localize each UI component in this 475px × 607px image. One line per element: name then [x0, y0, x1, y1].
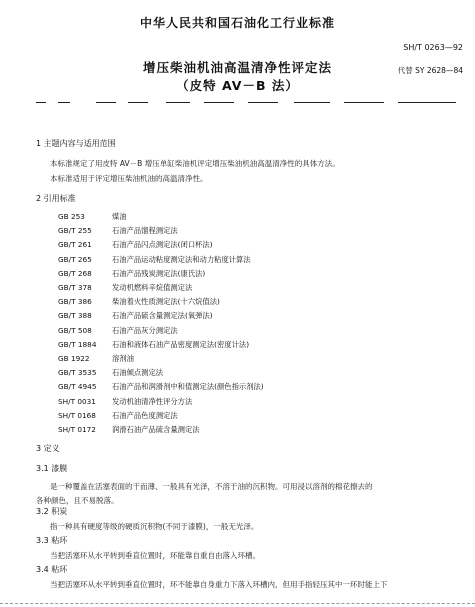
reference-code: GB/T 268 — [58, 268, 92, 278]
reference-code: GB 1922 — [58, 354, 90, 363]
definition-3-2-heading: 3.2 积炭 — [36, 507, 68, 516]
reference-title: 石油产品馏程测定法 — [112, 226, 178, 236]
section-1-heading: 1 主题内容与适用范围 — [36, 139, 116, 148]
title-separator — [36, 102, 456, 106]
definition-3-1-text-2: 各种颜色，且不易脱落。 — [36, 496, 119, 505]
reference-item — [58, 311, 213, 321]
reference-title: 石油产品运动粘度测定法和动力粘度计算法 — [112, 254, 251, 264]
reference-title: 石油产品硫含量测定法(氧弹法) — [112, 311, 213, 321]
reference-code: GB/T 255 — [58, 226, 92, 236]
reference-item — [58, 269, 205, 279]
reference-code: GB/T 388 — [58, 311, 92, 321]
reference-code: GB/T 265 — [58, 254, 92, 264]
definition-3-1-heading: 3.1 漆膜 — [36, 464, 68, 473]
definition-3-4-heading: 3.4 粘环 — [36, 565, 68, 574]
page-bottom-edge — [0, 603, 475, 607]
definition-3-3-text: 当把活塞环从水平转到垂直位置时，环能靠自重自由落入环槽。 — [50, 551, 260, 560]
reference-code: SH/T 0031 — [58, 396, 96, 406]
standard-number: SH/T 0263—92 — [403, 43, 463, 52]
reference-item — [58, 326, 178, 336]
reference-title: 石油产品残炭测定法(康氏法) — [112, 268, 206, 278]
reference-title: 石油和液体石油产品密度测定法(密度计法) — [112, 339, 250, 349]
reference-title: 石油产品灰分测定法 — [112, 325, 178, 335]
reference-item — [58, 297, 220, 307]
reference-title: 石油倾点测定法 — [112, 368, 164, 378]
reference-code: GB/T 1884 — [58, 339, 97, 349]
reference-item — [58, 354, 134, 364]
reference-item — [58, 212, 127, 222]
reference-title: 石油产品和润滑剂中和值测定法(颜色指示剂法) — [112, 382, 264, 392]
reference-item — [58, 340, 249, 350]
definition-3-4-text: 当把活塞环从水平转到垂直位置时，环不能靠自身重力下落入环槽内，但用手指轻压其中一环时能上下 — [50, 580, 388, 589]
reference-code: GB 253 — [58, 212, 85, 221]
reference-item — [58, 255, 251, 265]
reference-code: GB/T 378 — [58, 283, 92, 292]
definition-3-3-heading: 3.3 粘环 — [36, 536, 68, 545]
reference-title: 发动机油清净性评分方法 — [112, 396, 193, 406]
reference-code: GB/T 4945 — [58, 382, 97, 392]
document-title-line1: 增压柴油机油高温清净性评定法 — [142, 60, 332, 75]
reference-item — [58, 283, 192, 293]
reference-title: 发动机燃料辛烷值测定法 — [112, 283, 193, 292]
definition-3-2-text: 指一种具有硬度等级的硬质沉积物(不同于漆膜)，一般无光泽。 — [50, 522, 259, 531]
reference-code: GB/T 508 — [58, 325, 92, 335]
reference-item — [58, 397, 192, 407]
reference-title: 煤油 — [112, 212, 127, 221]
section-2-heading: 2 引用标准 — [36, 194, 76, 203]
reference-item — [58, 368, 163, 378]
reference-item — [58, 425, 200, 435]
reference-code: GB/T 261 — [58, 240, 92, 250]
reference-item — [58, 382, 264, 392]
section-1-para-2: 本标准适用于评定增压柴油机油的高温清净性。 — [50, 174, 208, 183]
reference-item — [58, 226, 178, 236]
reference-code: SH/T 0172 — [58, 425, 96, 434]
reference-title: 石油产品色度测定法 — [112, 410, 178, 420]
section-3-heading: 3 定义 — [36, 444, 60, 453]
reference-item — [58, 240, 213, 250]
section-1-para-1: 本标准规定了用皮特 AV－B 增压单缸柴油机评定增压柴油机油高温清净性的具体方法。 — [50, 159, 340, 168]
industry-standard-header: 中华人民共和国石油化工行业标准 — [139, 16, 335, 30]
reference-title: 石油产品闪点测定法(闭口杯法) — [112, 240, 213, 250]
reference-item — [58, 411, 178, 421]
reference-code: SH/T 0168 — [58, 410, 96, 420]
reference-code: GB/T 3535 — [58, 368, 97, 378]
reference-code: GB/T 386 — [58, 297, 92, 307]
replaces-standard: 代替 SY 2628—84 — [397, 66, 463, 75]
reference-title: 润滑石油产品硫含量测定法 — [112, 425, 200, 434]
reference-title: 溶剂油 — [112, 354, 134, 363]
document-title-line2: （皮特 AV－B 法） — [176, 78, 299, 93]
reference-title: 柴油着火性质测定法(十六烷值法) — [112, 297, 220, 307]
definition-3-1-text-1: 是一种覆盖在活塞表面的干而薄、一般具有光泽，不溶于油的沉积物。可用浸以溶剂的棉花擦去的 — [50, 482, 373, 491]
